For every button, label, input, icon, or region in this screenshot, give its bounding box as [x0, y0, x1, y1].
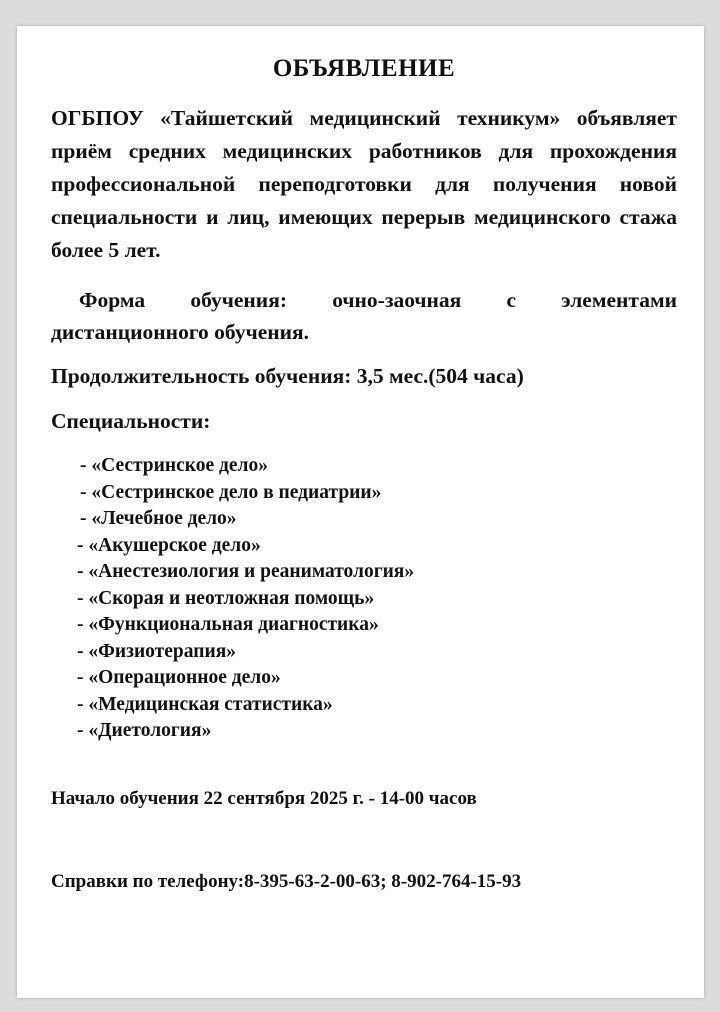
specialty-item: - «Акушерское дело»: [77, 534, 261, 556]
specialty-item: - «Лечебное дело»: [80, 508, 237, 529]
specialty-item: - «Диетология»: [77, 720, 212, 741]
specialty-item: - «Скорая и неотложная помощь»: [77, 587, 375, 609]
notice-intro-paragraph: ОГБПОУ «Тайшетский медицинский техникум» объявляет приём средних медицинских работников для прохождения профессиональной переподготовки для получения новой специальности и лиц, имеющих перерыв медицинского стажа более 5 лет.: [51, 106, 677, 262]
specialty-item: - «Физиотерапия»: [77, 640, 237, 662]
document-page: [17, 26, 704, 998]
specialty-item: - «Функциональная диагностика»: [77, 614, 379, 635]
start-date-line: Начало обучения 22 сентября 2025 г. - 14-00 часов: [51, 788, 477, 809]
specialty-item: - «Медицинская статистика»: [77, 693, 333, 715]
specialty-item: - «Сестринское дело»: [80, 455, 268, 476]
specialty-item: - «Операционное дело»: [77, 667, 281, 688]
specialties-list: [77, 453, 637, 745]
phone-info-line: Справки по телефону:8-395-63-2-00-63; 8-902-764-15-93: [51, 871, 522, 892]
notice-title: ОБЪЯВЛЕНИЕ: [272, 55, 456, 82]
study-form-paragraph: Форма обучения: очно-заочная с элементами дистанционного обучения.: [51, 288, 677, 344]
duration-line: Продолжительность обучения: 3,5 мес.(504 часа): [51, 364, 524, 388]
specialties-heading: Специальности:: [51, 409, 211, 433]
specialty-item: - «Сестринское дело в педиатрии»: [80, 481, 382, 503]
specialty-item: - «Анестезиология и реаниматология»: [77, 561, 415, 582]
